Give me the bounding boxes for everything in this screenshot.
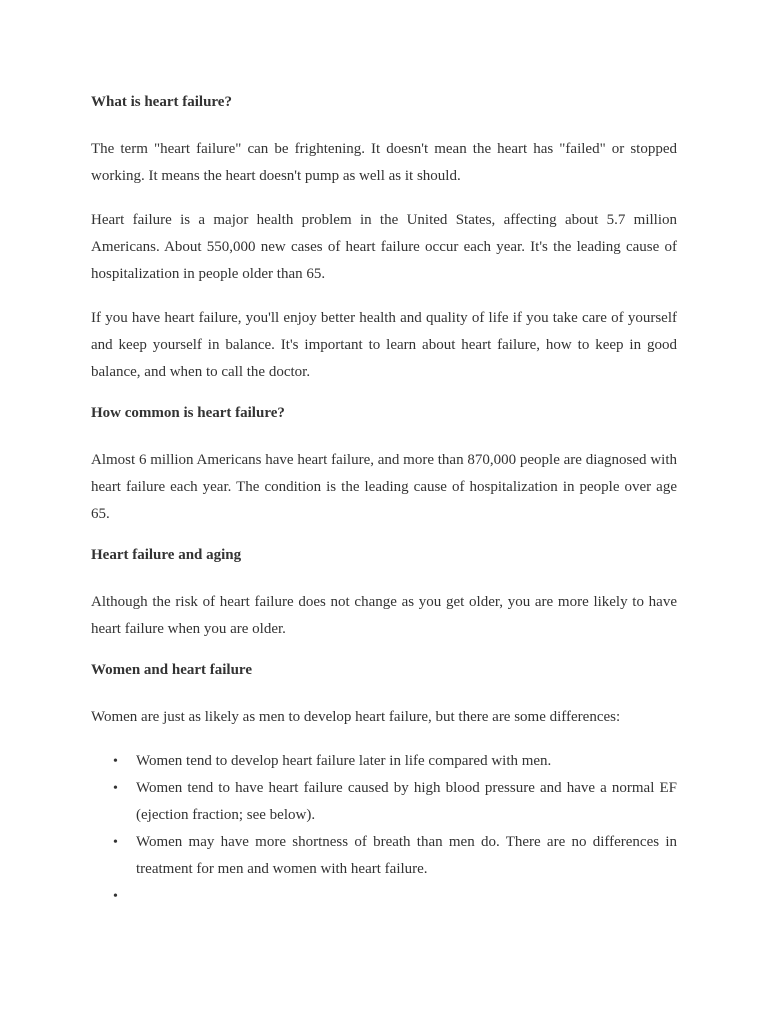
list-item <box>113 883 677 910</box>
paragraph: Heart failure is a major health problem in the United States, affecting about 5.7 million Americans. About 550,000 new cases of heart failure occur each year. It's the leading cause of hospitalization in people older than 65. <box>91 212 677 282</box>
list-item-text: Women tend to have heart failure caused by high blood pressure and have a normal EF (ejection fraction; see below). <box>136 780 677 823</box>
paragraph: Almost 6 million Americans have heart failure, and more than 870,000 people are diagnosed with heart failure each year. The condition is the leading cause of hospitalization in people over age 65. <box>91 452 677 522</box>
document-page <box>91 92 677 910</box>
paragraph: If you have heart failure, you'll enjoy better health and quality of life if you take care of yourself and keep yourself in balance. It's important to learn about heart failure, how to keep in good balance, and when to call the doctor. <box>91 310 677 380</box>
list-item <box>113 748 677 775</box>
section-heading-how-common: How common is heart failure? <box>91 405 285 421</box>
bullet-icon: • <box>113 835 118 850</box>
list-item <box>113 775 677 829</box>
paragraph: Women are just as likely as men to develop heart failure, but there are some differences: <box>91 709 621 725</box>
list-item-text: Women tend to develop heart failure later in life compared with men. <box>136 753 552 769</box>
list-item-text: Women may have more shortness of breath than men do. There are no differences in treatment for men and women with heart failure. <box>136 834 677 877</box>
bullet-list <box>91 748 677 910</box>
section-heading-aging: Heart failure and aging <box>91 547 242 563</box>
paragraph: Although the risk of heart failure does not change as you get older, you are more likely to have heart failure when you are older. <box>91 594 677 637</box>
section-heading-what-is-heart-failure: What is heart failure? <box>91 94 232 110</box>
list-item <box>113 829 677 883</box>
paragraph: The term "heart failure" can be frightening. It doesn't mean the heart has "failed" or stopped working. It means the heart doesn't pump as well as it should. <box>91 141 677 184</box>
section-heading-women: Women and heart failure <box>91 662 252 678</box>
bullet-icon: • <box>113 889 118 904</box>
bullet-icon: • <box>113 754 118 769</box>
bullet-icon: • <box>113 781 118 796</box>
